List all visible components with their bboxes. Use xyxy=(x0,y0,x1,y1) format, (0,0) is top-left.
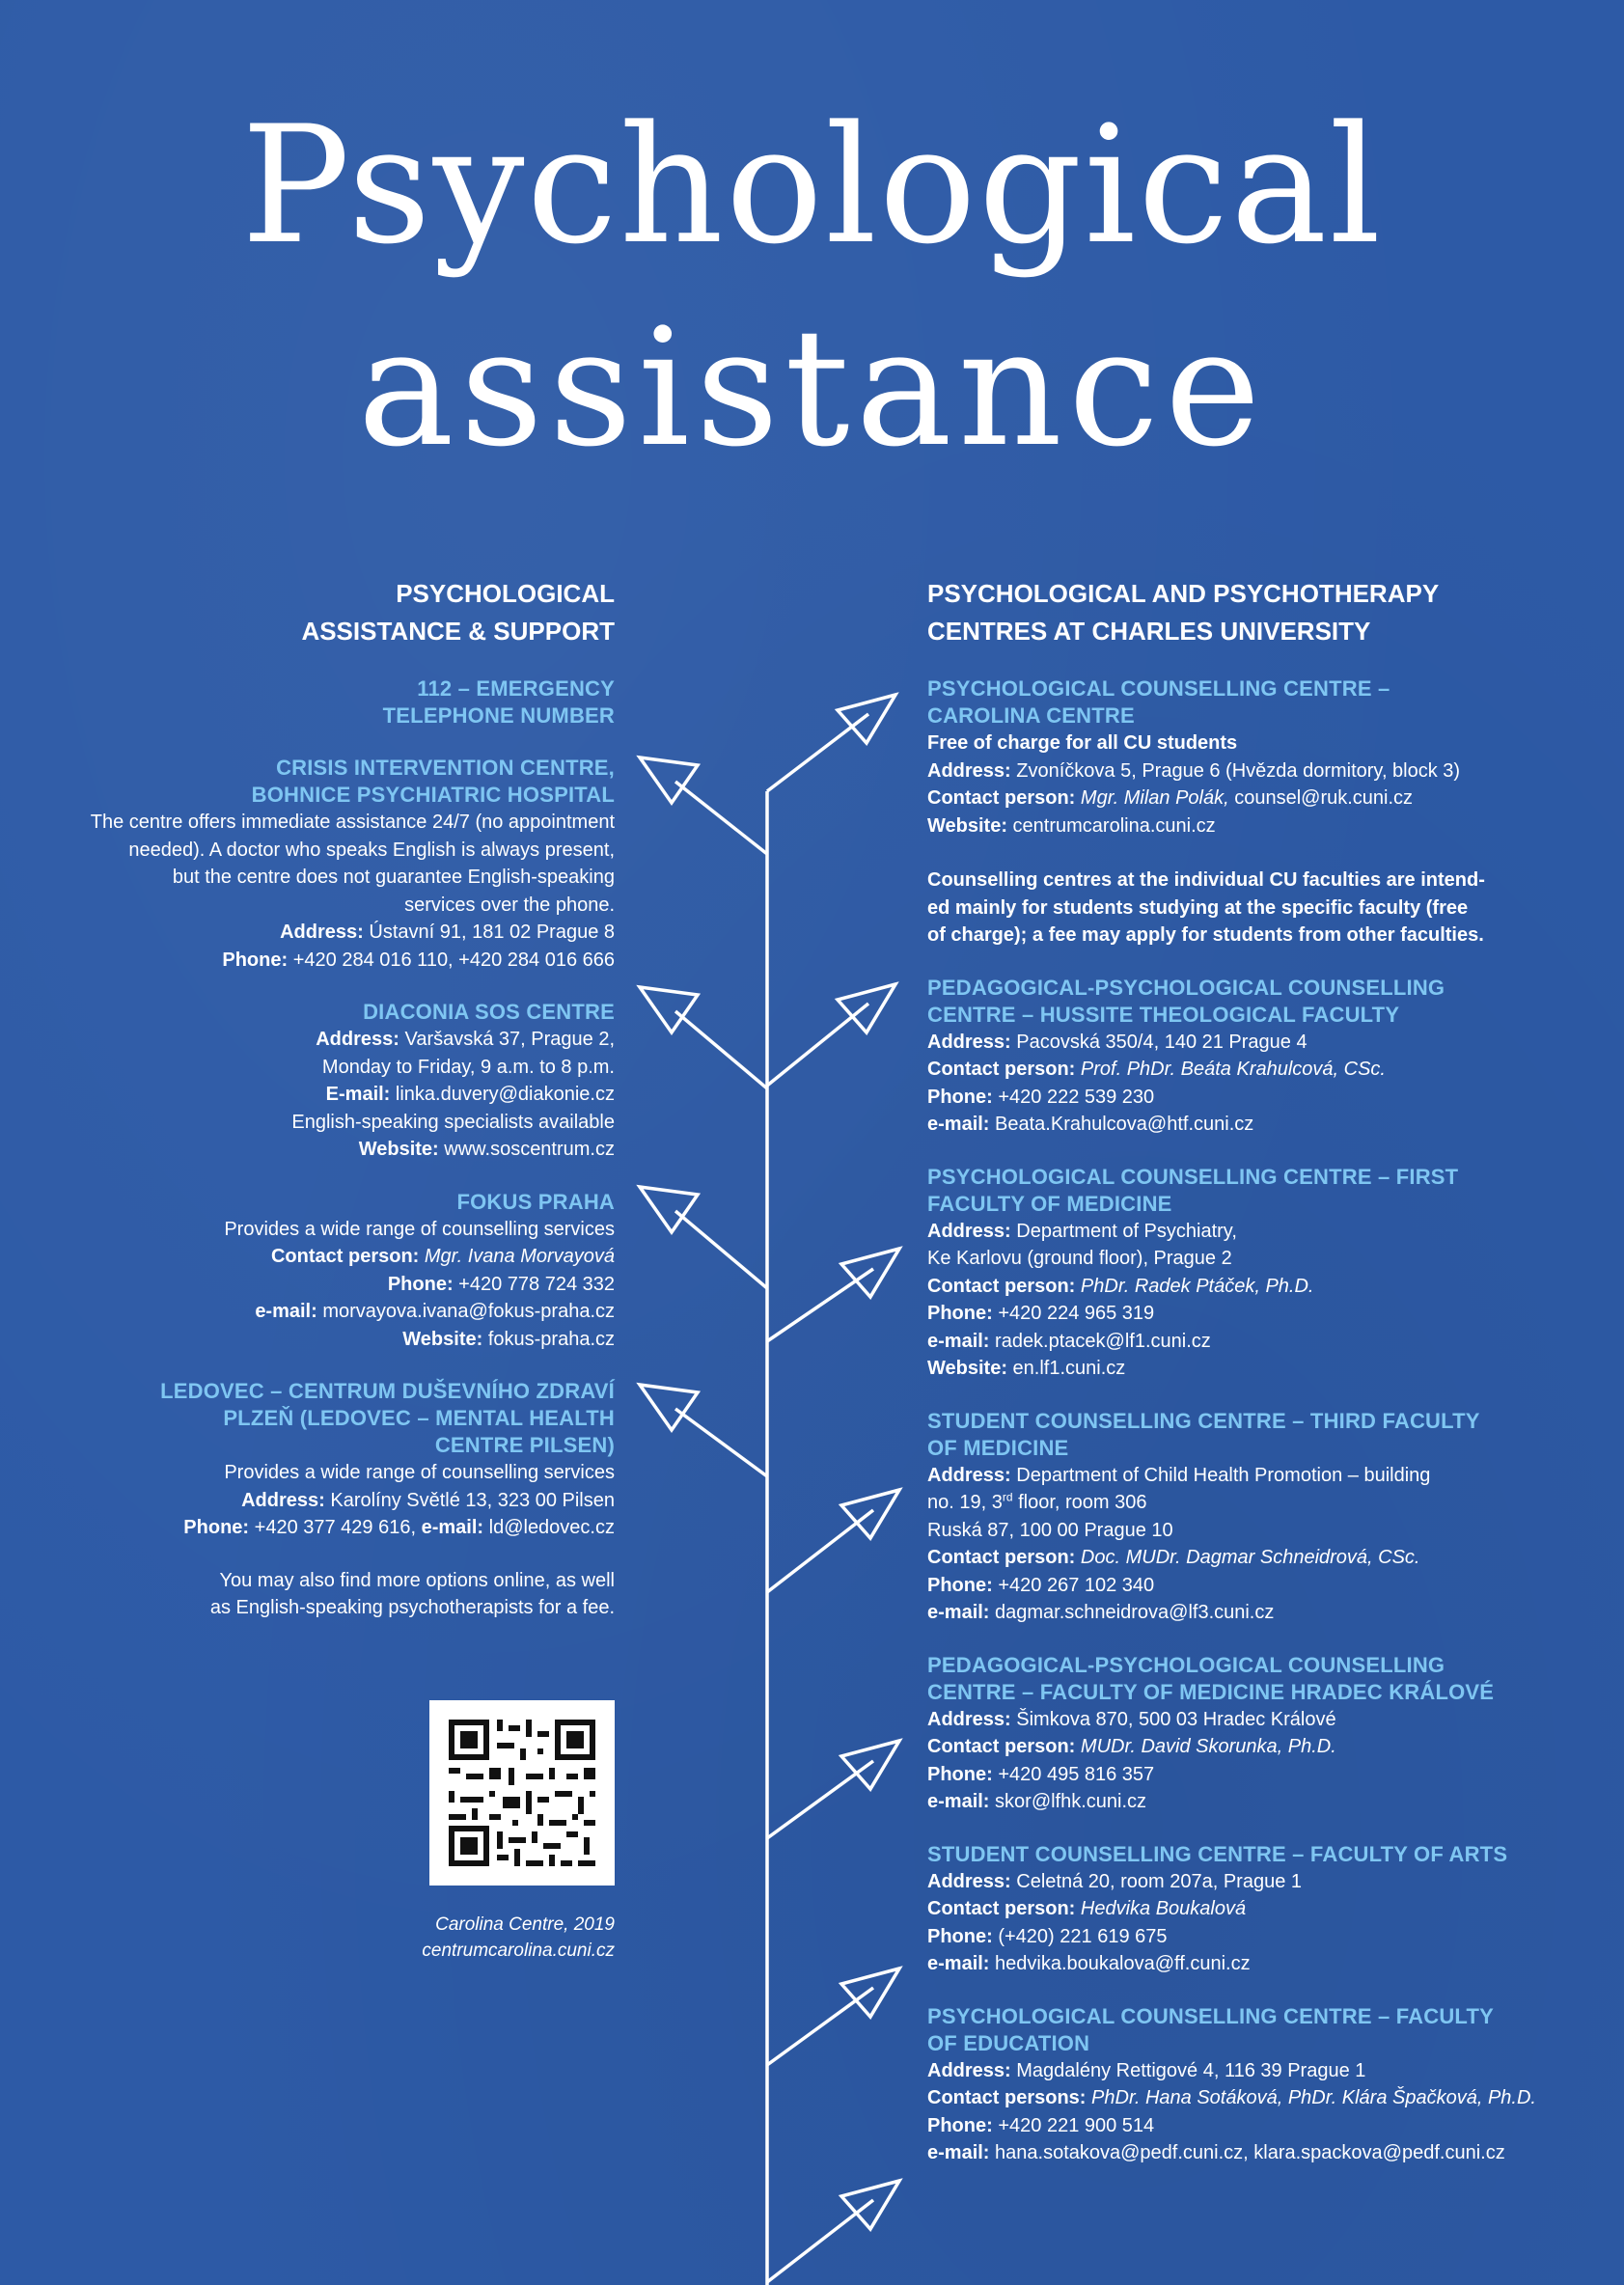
faculty-note-2: ed mainly for students studying at the specific faculty (free xyxy=(927,896,1469,919)
branch-left-2 xyxy=(675,1011,767,1088)
more-options-line1: You may also find more options online, as well xyxy=(219,1569,615,1591)
fokus-email-link[interactable]: morvayova.ivana@fokus-praha.cz xyxy=(322,1301,615,1322)
branch-left-3 xyxy=(675,1211,767,1288)
left-column xyxy=(39,575,615,1622)
hussite-name-line1: PEDAGOGICAL-PSYCHOLOGICAL COUNSELLING xyxy=(927,975,1445,1000)
arrow-right-7 xyxy=(841,2181,899,2229)
ledovec-email-label: e-mail: xyxy=(421,1517,484,1538)
fokus-desc: Provides a wide range of counselling services xyxy=(224,1218,615,1240)
diaconia-website-label: Website: xyxy=(358,1139,439,1160)
first-medicine-section xyxy=(927,1164,1555,1383)
education-phone-label: Phone: xyxy=(927,2114,993,2136)
diaconia-name: DIACONIA SOS CENTRE xyxy=(363,1000,615,1024)
hussite-phone-value: +420 222 539 230 xyxy=(998,1086,1155,1108)
arrow-left-2 xyxy=(640,987,698,1032)
carolina-address-value: Zvoníčkova 5, Prague 6 (Hvězda dormitory, block 3) xyxy=(1016,759,1461,782)
carolina-name-line1: PSYCHOLOGICAL COUNSELLING CENTRE – xyxy=(927,676,1390,701)
ledovec-address-value: Karolíny Světlé 13, 323 00 Pilsen xyxy=(330,1489,615,1511)
arts-name: STUDENT COUNSELLING CENTRE – FACULTY OF ARTS xyxy=(927,1841,1508,1866)
third-address-2-sup: rd xyxy=(1002,1490,1013,1504)
first-phone-label: Phone: xyxy=(927,1303,993,1324)
ledovec-section xyxy=(39,1378,615,1542)
arrow-left-1 xyxy=(640,757,698,803)
crisis-address xyxy=(39,919,615,947)
hradec-section xyxy=(927,1652,1555,1816)
branch-left-1 xyxy=(675,782,767,854)
left-heading-line2: ASSISTANCE & SUPPORT xyxy=(301,617,615,646)
arts-email-link[interactable]: hedvika.boukalova@ff.cuni.cz xyxy=(995,1953,1251,1974)
qr-code-pattern xyxy=(429,1700,615,1886)
ledovec-phone-value: +420 377 429 616, xyxy=(254,1517,417,1538)
arrow-right-2 xyxy=(838,984,895,1032)
ledovec-phone-label: Phone: xyxy=(183,1517,250,1538)
first-name-line2: FACULTY OF MEDICINE xyxy=(927,1191,1172,1216)
arts-email-label: e-mail: xyxy=(927,1953,990,1974)
ledovec-name-line3: CENTRE PILSEN) xyxy=(434,1433,615,1457)
first-contact-label: Contact person: xyxy=(927,1275,1076,1297)
branch-left-4 xyxy=(675,1409,767,1476)
fokus-email-label: e-mail: xyxy=(255,1301,317,1322)
education-name-line1: PSYCHOLOGICAL COUNSELLING CENTRE – FACULTY xyxy=(927,2003,1494,2028)
education-address-label: Address: xyxy=(927,2059,1011,2081)
hussite-address-value: Pacovská 350/4, 140 21 Prague 4 xyxy=(1016,1031,1307,1053)
education-section xyxy=(927,2003,1555,2167)
arrow-left-3 xyxy=(640,1187,698,1232)
diaconia-email-link[interactable]: linka.duvery@diakonie.cz xyxy=(395,1084,615,1105)
hradec-email-label: e-mail: xyxy=(927,1791,990,1812)
diaconia-note: English-speaking specialists available xyxy=(291,1111,615,1133)
first-address-label: Address: xyxy=(927,1220,1011,1242)
arts-address-value: Celetná 20, room 207a, Prague 1 xyxy=(1016,1870,1303,1892)
emergency-line2: TELEPHONE NUMBER xyxy=(382,703,615,728)
fokus-phone-value: +420 778 724 332 xyxy=(458,1273,615,1295)
education-contact-value: PhDr. Hana Sotáková, PhDr. Klára Špačková, Ph.D. xyxy=(1091,2087,1536,2108)
hradec-name-line1: PEDAGOGICAL-PSYCHOLOGICAL COUNSELLING xyxy=(927,1652,1445,1677)
carolina-section xyxy=(927,675,1555,840)
carolina-contact-email[interactable]: counsel@ruk.cuni.cz xyxy=(1234,787,1414,809)
third-address-1: Department of Child Health Promotion – building xyxy=(1016,1464,1431,1486)
hradec-name-line2: CENTRE – FACULTY OF MEDICINE HRADEC KRÁLOVÉ xyxy=(927,1679,1495,1704)
caption-line1: Carolina Centre, 2019 xyxy=(435,1914,615,1935)
hussite-email-link[interactable]: Beata.Krahulcova@htf.cuni.cz xyxy=(995,1114,1254,1135)
first-contact-value: PhDr. Radek Ptáček, Ph.D. xyxy=(1080,1275,1314,1297)
arts-phone-label: Phone: xyxy=(927,1925,993,1947)
arts-phone-value: (+420) 221 619 675 xyxy=(998,1925,1168,1947)
third-name-line1: STUDENT COUNSELLING CENTRE – THIRD FACULTY xyxy=(927,1408,1480,1433)
education-name-line2: OF EDUCATION xyxy=(927,2030,1090,2055)
emergency-line1: 112 – EMERGENCY xyxy=(417,676,615,701)
fokus-contact-label: Contact person: xyxy=(270,1246,420,1267)
crisis-desc-1: The centre offers immediate assistance 24/7 (no appointment xyxy=(90,812,615,833)
third-name-line2: OF MEDICINE xyxy=(927,1435,1069,1460)
page-title-line2: assistance xyxy=(357,293,1267,482)
education-email-link[interactable]: hana.sotakova@pedf.cuni.cz, klara.spackova@pedf.cuni.cz xyxy=(995,2142,1505,2163)
first-email-label: e-mail: xyxy=(927,1330,990,1352)
hradec-contact-value: MUDr. David Skorunka, Ph.D. xyxy=(1080,1736,1336,1757)
carolina-contact-value: Mgr. Milan Polák, xyxy=(1080,787,1229,809)
arts-section xyxy=(927,1841,1555,1978)
hussite-contact-value: Prof. PhDr. Beáta Krahulcová, CSc. xyxy=(1080,1059,1386,1080)
page-title-line1: Psychological xyxy=(240,91,1384,280)
fokus-contact-value: Mgr. Ivana Morvayová xyxy=(424,1246,615,1267)
diaconia-section xyxy=(39,999,615,1164)
right-column xyxy=(927,575,1555,2167)
third-address-3: Ruská 87, 100 00 Prague 10 xyxy=(927,1519,1173,1541)
crisis-name-line1: CRISIS INTERVENTION CENTRE, xyxy=(276,756,615,780)
hussite-section xyxy=(927,975,1555,1139)
hradec-email-link[interactable]: skor@lfhk.cuni.cz xyxy=(995,1791,1147,1812)
hussite-contact-label: Contact person: xyxy=(927,1059,1076,1080)
first-address-2: Ke Karlovu (ground floor), Prague 2 xyxy=(927,1248,1232,1269)
third-phone-label: Phone: xyxy=(927,1574,993,1596)
first-website-link[interactable]: en.lf1.cuni.cz xyxy=(1012,1358,1126,1379)
arts-address-label: Address: xyxy=(927,1870,1011,1892)
first-website-label: Website: xyxy=(927,1358,1007,1379)
faculty-note-1: Counselling centres at the individual CU faculties are intend- xyxy=(927,869,1485,891)
first-address-1: Department of Psychiatry, xyxy=(1016,1220,1237,1242)
carolina-website-link[interactable]: centrumcarolina.cuni.cz xyxy=(1012,814,1216,837)
third-address-2a: no. 19, 3 xyxy=(927,1492,1003,1513)
third-email-label: e-mail: xyxy=(927,1602,990,1623)
hussite-address-label: Address: xyxy=(927,1031,1011,1053)
third-email-link[interactable]: dagmar.schneidrova@lf3.cuni.cz xyxy=(995,1602,1275,1623)
caption-line2: centrumcarolina.cuni.cz xyxy=(422,1941,615,1961)
crisis-phone xyxy=(39,947,615,975)
hradec-address-label: Address: xyxy=(927,1708,1011,1730)
third-address-label: Address: xyxy=(927,1464,1011,1486)
arrow-left-4 xyxy=(640,1385,698,1430)
education-email-label: e-mail: xyxy=(927,2142,990,2163)
diaconia-address-2: Monday to Friday, 9 a.m. to 8 p.m. xyxy=(321,1056,615,1078)
first-email-link[interactable]: radek.ptacek@lf1.cuni.cz xyxy=(995,1330,1211,1352)
diaconia-address-1: Varšavská 37, Prague 2, xyxy=(404,1029,615,1050)
ledovec-name-line2: PLZEŇ (LEDOVEC – MENTAL HEALTH xyxy=(223,1406,615,1430)
fokus-phone-label: Phone: xyxy=(387,1273,454,1295)
arts-contact-value: Hedvika Boukalová xyxy=(1080,1898,1247,1919)
education-phone-value: +420 221 900 514 xyxy=(998,2114,1155,2136)
hradec-address-value: Šimkova 870, 500 03 Hradec Králové xyxy=(1016,1708,1336,1730)
carolina-contact-label: Contact person: xyxy=(927,787,1076,809)
qr-code[interactable] xyxy=(429,1700,615,1886)
crisis-desc-4: services over the phone. xyxy=(404,894,615,916)
diaconia-email-label: E-mail: xyxy=(325,1084,391,1105)
crisis-section xyxy=(39,755,615,974)
crisis-name-line2: BOHNICE PSYCHIATRIC HOSPITAL xyxy=(251,783,615,807)
right-heading-line1: PSYCHOLOGICAL AND PSYCHOTHERAPY xyxy=(927,579,1440,608)
ledovec-name-line1: LEDOVEC – CENTRUM DUŠEVNÍHO ZDRAVÍ xyxy=(160,1379,615,1403)
education-address-value: Magdalény Rettigové 4, 116 39 Prague 1 xyxy=(1016,2059,1366,2081)
carolina-website-label: Website: xyxy=(927,814,1007,837)
arts-contact-label: Contact person: xyxy=(927,1898,1076,1919)
carolina-free: Free of charge for all CU students xyxy=(927,732,1238,754)
hussite-name-line2: CENTRE – HUSSITE THEOLOGICAL FACULTY xyxy=(927,1002,1400,1027)
fokus-name: FOKUS PRAHA xyxy=(456,1189,615,1214)
first-phone-value: +420 224 965 319 xyxy=(998,1303,1155,1324)
third-medicine-section xyxy=(927,1408,1555,1627)
faculty-note-3: of charge); a fee may apply for students from other faculties. xyxy=(927,924,1484,946)
left-heading-line1: PSYCHOLOGICAL xyxy=(396,579,615,608)
diaconia-website-link[interactable]: www.soscentrum.cz xyxy=(444,1139,615,1160)
fokus-section xyxy=(39,1189,615,1354)
carolina-name-line2: CAROLINA CENTRE xyxy=(927,703,1135,728)
third-address-2b: floor, room 306 xyxy=(1012,1492,1147,1513)
third-phone-value: +420 267 102 340 xyxy=(998,1574,1155,1596)
hradec-phone-value: +420 495 816 357 xyxy=(998,1763,1155,1785)
hussite-phone-label: Phone: xyxy=(927,1086,993,1108)
crisis-address-label: Address: xyxy=(280,922,364,943)
crisis-address-value: Ústavní 91, 181 02 Prague 8 xyxy=(369,922,615,943)
first-name-line1: PSYCHOLOGICAL COUNSELLING CENTRE – FIRST xyxy=(927,1164,1459,1189)
arrow-right-6 xyxy=(841,1968,899,2017)
crisis-phone-label: Phone: xyxy=(222,949,289,971)
hussite-email-label: e-mail: xyxy=(927,1114,990,1135)
third-contact-value: Doc. MUDr. Dagmar Schneidrová, CSc. xyxy=(1080,1547,1420,1568)
ledovec-desc: Provides a wide range of counselling services xyxy=(224,1462,615,1483)
branch-right-6 xyxy=(767,1988,873,2065)
ledovec-address-label: Address: xyxy=(241,1489,325,1511)
right-heading-line2: CENTRES AT CHARLES UNIVERSITY xyxy=(927,617,1371,646)
ledovec-email-link[interactable]: ld@ledovec.cz xyxy=(488,1517,615,1538)
crisis-desc-2: needed). A doctor who speaks English is always present, xyxy=(128,839,615,861)
hradec-contact-label: Contact person: xyxy=(927,1736,1076,1757)
crisis-phone-value: +420 284 016 110, +420 284 016 666 xyxy=(292,949,615,971)
education-contact-label: Contact persons: xyxy=(927,2087,1087,2108)
hradec-phone-label: Phone: xyxy=(927,1763,993,1785)
arrow-right-1 xyxy=(838,695,895,743)
diaconia-address-label: Address: xyxy=(316,1029,399,1050)
carolina-address-label: Address: xyxy=(927,759,1011,782)
more-options-line2: as English-speaking psychotherapists for a fee. xyxy=(209,1597,615,1618)
fokus-website-link[interactable]: fokus-praha.cz xyxy=(487,1328,615,1350)
fokus-website-label: Website: xyxy=(402,1328,483,1350)
third-contact-label: Contact person: xyxy=(927,1547,1076,1568)
crisis-desc-3: but the centre does not guarantee English-speaking xyxy=(172,867,615,888)
